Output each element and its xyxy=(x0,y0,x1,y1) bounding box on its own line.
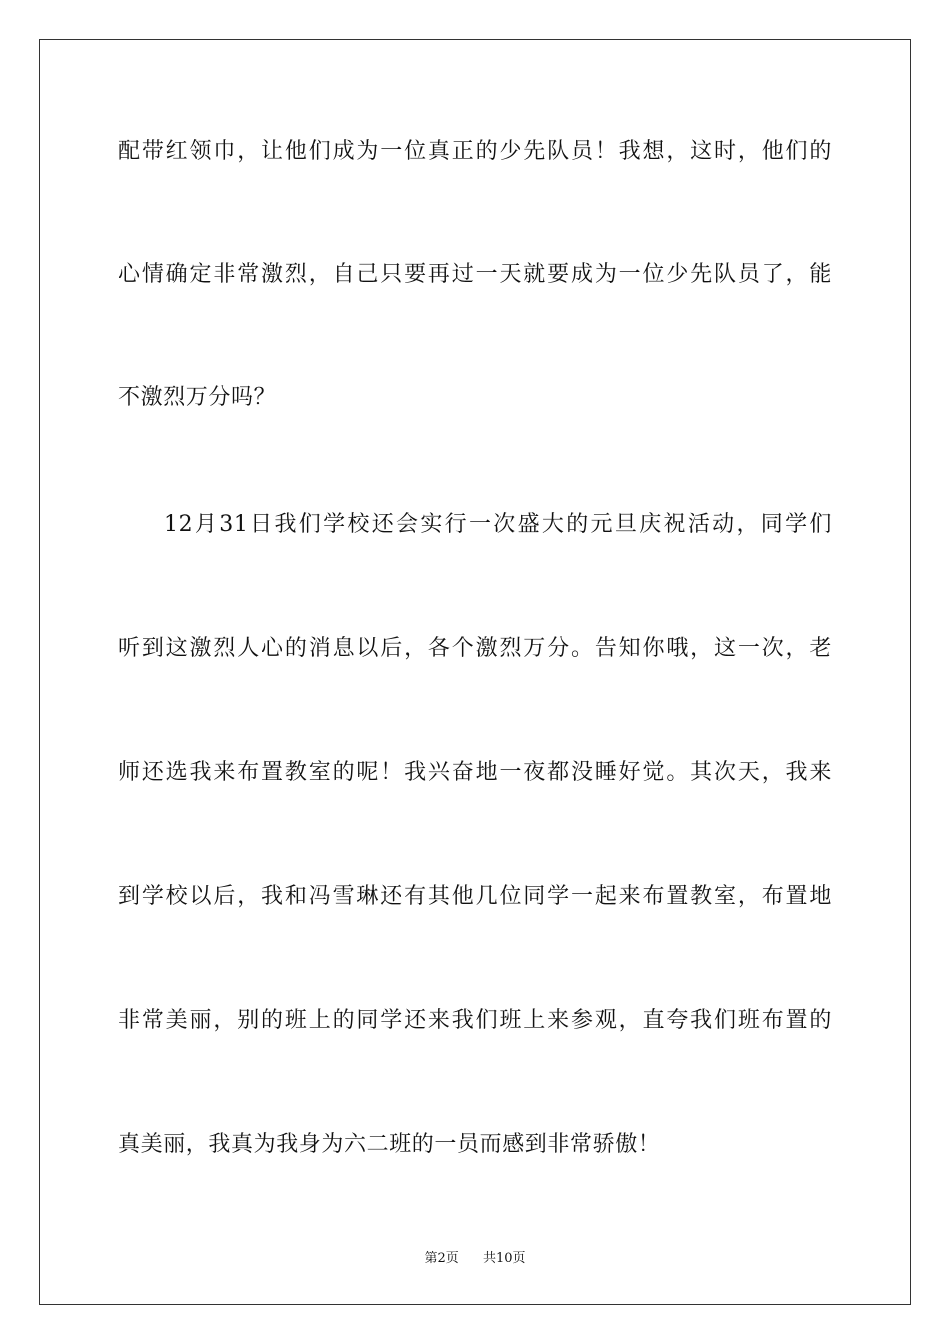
text-line-6: 师还选我来布置教室的呢！我兴奋地一夜都没睡好觉。其次天，我来 xyxy=(118,760,832,785)
text-line-8: 非常美丽，别的班上的同学还来我们班上来参观，直夸我们班布置的 xyxy=(118,1008,832,1033)
text-line-2: 心情确定非常激烈，自己只要再过一天就要成为一位少先队员了，能 xyxy=(118,262,832,287)
page-total: 共10页 xyxy=(483,1251,526,1266)
text-line-4: 12月31日我们学校还会实行一次盛大的元旦庆祝活动，同学们 xyxy=(164,512,832,537)
page-footer xyxy=(0,1247,950,1266)
text-line-1: 配带红领巾，让他们成为一位真正的少先队员！我想，这时，他们的 xyxy=(118,139,832,164)
text-line-7: 到学校以后，我和冯雪琳还有其他几位同学一起来布置教室，布置地 xyxy=(118,884,832,909)
text-line-5: 听到这激烈人心的消息以后，各个激烈万分。告知你哦，这一次，老 xyxy=(118,636,832,661)
page-number: 第2页 xyxy=(424,1251,459,1266)
page-border xyxy=(39,39,911,1305)
text-line-9: 真美丽，我真为我身为六二班的一员而感到非常骄傲！ xyxy=(118,1132,661,1157)
text-line-3: 不激烈万分吗？ xyxy=(118,385,277,410)
